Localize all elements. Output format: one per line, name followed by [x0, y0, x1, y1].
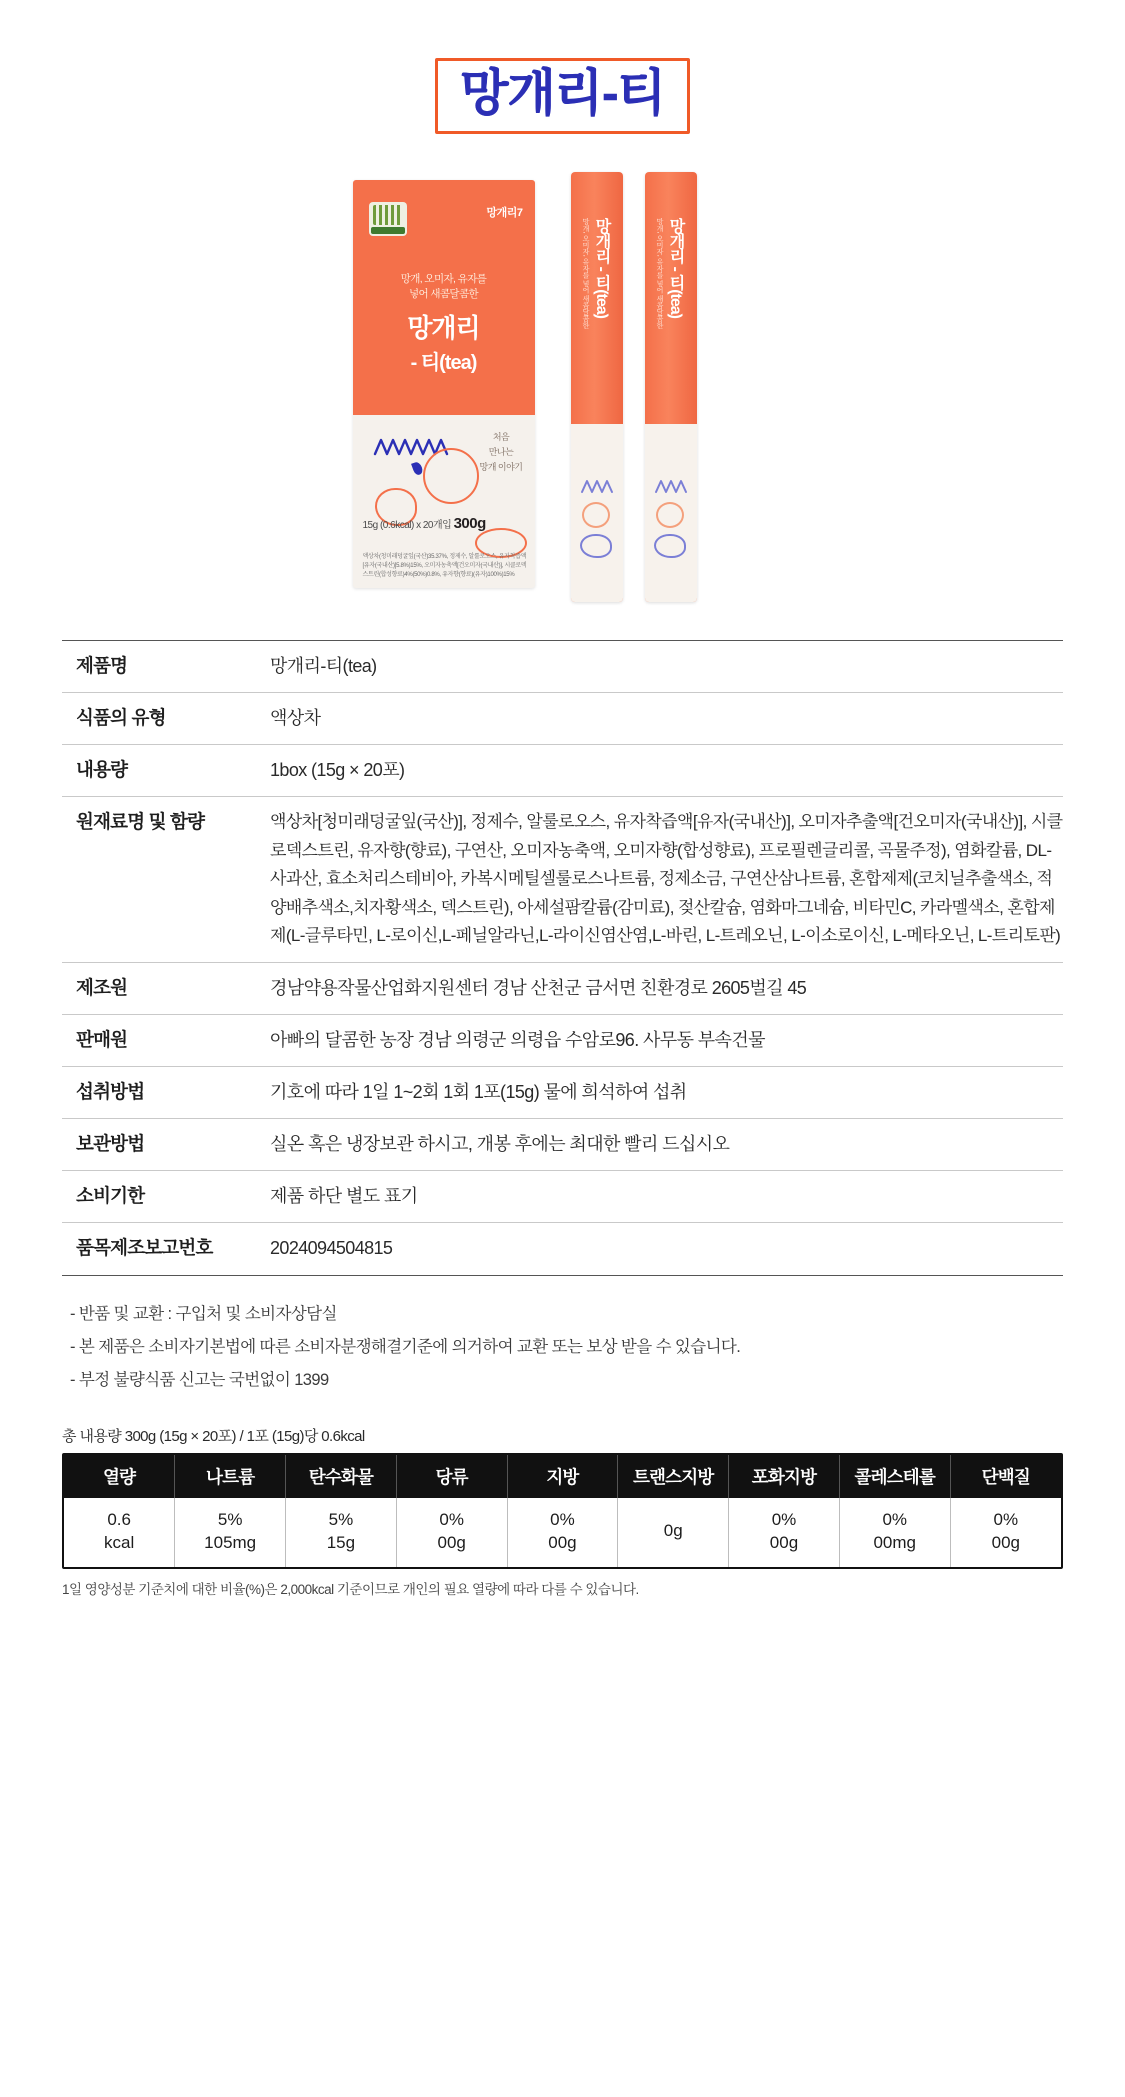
wave-squiggle-icon: [654, 476, 688, 496]
table-row: [62, 745, 1063, 797]
row-label: 판매원: [76, 1028, 128, 1050]
nutrition-value-line2: 00mg: [873, 1532, 916, 1552]
nutrition-value-line2: 00g: [548, 1532, 577, 1552]
wave-squiggle-icon: [580, 476, 614, 496]
nutrition-cell: [396, 1498, 507, 1567]
product-stick-1: [571, 172, 623, 602]
nutrition-cell: [839, 1498, 950, 1567]
box-tagline: 처음 만나는 망개 이야기: [479, 431, 523, 473]
nutrition-value-line1: 0%: [771, 1509, 797, 1529]
droplet-icon: [411, 460, 424, 475]
row-label: 내용량: [76, 758, 128, 780]
logo-base: [371, 227, 405, 234]
title-border-box: [435, 58, 690, 134]
nutrition-col-header: 탄수화물: [286, 1455, 397, 1498]
box-fine-print: 액상차(청미래덩굴잎(국산)35.37%, 정제수, 알룰로오스, 유자착즙액[유자(국내산)]5.8%)15%, 오미자농축액[건오미자(국내산)], 시클로덱스트린(합성향료)4%(50%)0.8%, 유자향(향료)(유자)100%)15%: [362, 553, 527, 578]
product-info-table: [62, 640, 1063, 1276]
table-row: [62, 1015, 1063, 1067]
nutrition-value-line1: 5%: [217, 1509, 243, 1529]
row-label: 원재료명 및 함량: [76, 810, 205, 832]
nutrition-value-line2: 00g: [769, 1532, 799, 1552]
stick-illustration-1: [578, 476, 616, 566]
note-item: - 부정 불량식품 신고는 국번없이 1399: [70, 1370, 329, 1389]
nutrition-value-row: [64, 1498, 1061, 1567]
nutrition-value-line2: 105mg: [204, 1532, 257, 1552]
nutrition-col-header: 단백질: [950, 1455, 1061, 1498]
row-label: 섭취방법: [76, 1081, 145, 1103]
product-stick-2: [645, 172, 697, 602]
berry-outline-icon: [656, 502, 684, 528]
nutrition-cell: [175, 1498, 286, 1567]
product-photo: [0, 172, 1125, 622]
nutrition-value-line1: 0%: [550, 1509, 575, 1529]
nutrition-value-line1: 5%: [328, 1509, 354, 1529]
nutrition-value-line2: 00g: [437, 1532, 466, 1552]
nutrition-value-line1: 0%: [439, 1509, 464, 1529]
stick-text-2: 망개, 오미자, 유자를 넣어 새콤달콤한 망개리 - 티(tea): [656, 217, 684, 328]
table-row: [62, 797, 1063, 963]
nutrition-col-header: 열량: [64, 1455, 175, 1498]
table-row: [62, 693, 1063, 745]
nutrition-value-line2: kcal: [104, 1532, 135, 1552]
nutrition-value-line1: 0.6: [107, 1509, 131, 1529]
nutrition-value-line1: 0%: [993, 1509, 1019, 1529]
nutrition-cell: [950, 1498, 1061, 1567]
note-item: - 본 제품은 소비자기본법에 따른 소비자분쟁해결기준에 의거하여 교환 또는 보상 받을 수 있습니다.: [70, 1337, 741, 1356]
nutrition-col-header: 콜레스테롤: [839, 1455, 950, 1498]
row-label: 보관방법: [76, 1133, 145, 1155]
row-label: 제품명: [76, 654, 128, 676]
product-box: [353, 180, 535, 588]
nutrition-cell: [507, 1498, 618, 1567]
logo-stripes: [373, 205, 403, 225]
nutrition-col-header: 당류: [396, 1455, 507, 1498]
nutrition-cell: [618, 1498, 729, 1567]
nutrition-col-header: 나트륨: [175, 1455, 286, 1498]
row-value: 액상차: [270, 707, 321, 728]
row-value: 1box (15g × 20포): [270, 759, 405, 780]
blob-outline-icon: [580, 534, 612, 558]
nutrition-header-row: [64, 1455, 1061, 1498]
note-item: - 반품 및 교환 : 구입처 및 소비자상담실: [70, 1304, 337, 1323]
notes-block: [70, 1298, 1055, 1397]
box-weight: 15g (0.6kcal) x 20개입 300g: [362, 514, 486, 532]
table-row: [62, 963, 1063, 1015]
row-value: 아빠의 달콤한 농장 경남 의령군 의령읍 수암로96. 사무동 부속건물: [270, 1029, 765, 1050]
nutrition-value-line1: 0%: [882, 1509, 908, 1529]
row-label: 식품의 유형: [76, 706, 166, 728]
blob-outline-icon: [654, 534, 686, 558]
nutrition-col-header: 포화지방: [729, 1455, 840, 1498]
row-value: 액상차[청미래덩굴잎(국산)], 정제수, 알룰로오스, 유자착즙액[유자(국내산)], 오미자추출액[건오미자(국내산)], 시클로덱스트린, 유자향(향료), 구연산, 오미자농축액, 오미자향(합성향료), 프로필렌글리콜, 곡물주정), 염화칼륨, DL-사과산, 효소처리스테비아, 카복시메틸셀룰로스나트륨, 정제소금, 구연산삼나트륨, 혼합제제(코치닐추출색소, 적양배추색소,치자황색소, 덱스트린), 아세설팜칼륨(감미료), 젖산칼슘, 염화마그네슘, 비타민C, 카라멜색소, 혼합제제(L-글루타민, L-로이신,L-페닐알라닌,L-라이신염산염,L-바린, L-트레오닌, L-이소로이신, L-메타오닌, L-트리토판): [270, 811, 1063, 946]
nutrition-col-header: 지방: [507, 1455, 618, 1498]
page-title-block: [0, 0, 1125, 134]
nutrition-header: 총 내용량 300g (15g × 20포) / 1포 (15g)당 0.6kcal: [62, 1427, 365, 1445]
row-value: 실온 혹은 냉장보관 하시고, 개봉 후에는 최대한 빨리 드십시오: [270, 1134, 730, 1155]
box-brand-mark: 망개리7: [486, 206, 523, 219]
stick-text-1: 망개, 오미자, 유자를 넣어 새콤달콤한 망개리 - 티(tea): [582, 217, 610, 328]
row-value: 경남약용작물산업화지원센터 경남 산천군 금서면 친환경로 2605벌길 45: [270, 977, 807, 998]
table-row: [62, 1067, 1063, 1119]
nutrition-cell: [64, 1498, 175, 1567]
page-title: 망개리-티: [460, 65, 665, 121]
nutrition-value-line1: 0g: [663, 1521, 683, 1541]
table-row: [62, 1119, 1063, 1171]
stick-illustration-2: [652, 476, 690, 566]
table-row: [62, 1223, 1063, 1275]
box-subtitle: 망개, 오미자, 유자를 넣어 새콤달콤한: [400, 272, 487, 300]
farm-logo-icon: [369, 202, 407, 236]
row-label: 소비기한: [76, 1185, 145, 1207]
nutrition-cell: [286, 1498, 397, 1567]
table-row: [62, 641, 1063, 693]
nutrition-table: [62, 1453, 1063, 1569]
berry-outline-icon: [582, 502, 610, 528]
nutrition-value-line2: 15g: [326, 1532, 356, 1552]
product-stage: [353, 172, 773, 602]
row-label: 제조원: [76, 976, 128, 998]
row-value: 제품 하단 별도 표기: [270, 1186, 418, 1207]
box-product-name: 망개리 - 티(tea): [407, 312, 480, 374]
nutrition-footnote: 1일 영양성분 기준치에 대한 비율(%)은 2,000kcal 기준이므로 개인의 필요 열량에 따라 다를 수 있습니다.: [62, 1581, 639, 1597]
row-value: 2024094504815: [270, 1238, 393, 1259]
nutrition-value-line2: 00g: [991, 1532, 1020, 1552]
table-row: [62, 1171, 1063, 1223]
row-value: 기호에 따라 1일 1~2회 1회 1포(15g) 물에 희석하여 섭취: [270, 1082, 687, 1103]
row-label: 품목제조보고번호: [76, 1237, 213, 1259]
nutrition-cell: [729, 1498, 840, 1567]
berry-outline-icon: [423, 448, 479, 504]
row-value: 망개리-티(tea): [270, 655, 377, 676]
nutrition-col-header: 트랜스지방: [618, 1455, 729, 1498]
